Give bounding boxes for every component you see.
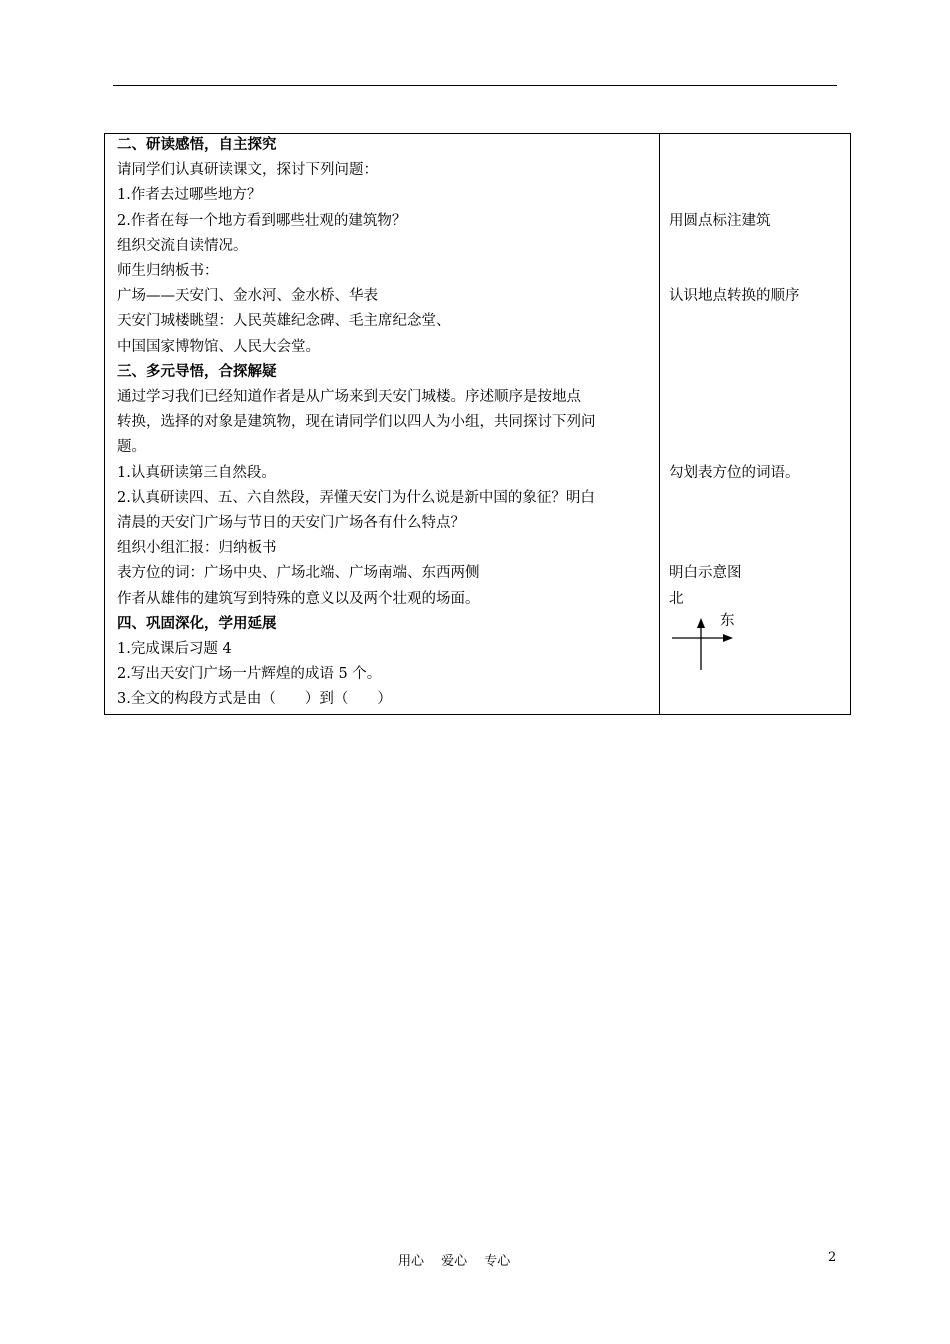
section-heading: 四、巩固深化，学用延展 <box>117 614 277 632</box>
body-line: 中国国家博物馆、人民大会堂。 <box>117 338 320 355</box>
body-line: 广场——天安门、金水河、金水桥、华表 <box>117 288 378 305</box>
body-line: 3.全文的构段方式是由（ ）到（ ） <box>117 691 392 708</box>
lesson-table <box>104 133 851 715</box>
east-arrow-head <box>723 634 733 642</box>
header-rule <box>113 85 837 86</box>
compass-diagram <box>667 608 747 678</box>
body-line: 请同学们认真研读课文，探讨下列问题： <box>117 162 378 179</box>
section-heading: 三、多元导悟，合探解疑 <box>117 362 277 380</box>
north-arrow-head <box>697 618 705 628</box>
body-line: 1.作者去过哪些地方？ <box>117 187 262 204</box>
body-line: 清晨的天安门广场与节日的天安门广场各有什么特点？ <box>117 515 465 531</box>
column-divider <box>659 134 660 714</box>
body-line: 作者从雄伟的建筑写到特殊的意义以及两个壮观的场面。 <box>117 590 480 607</box>
body-line: 1.认真研读第三自然段。 <box>117 464 276 481</box>
body-line: 组织交流自读情况。 <box>117 237 248 254</box>
body-line: 2.作者在每一个地方看到哪些壮观的建筑物？ <box>117 212 407 229</box>
side-note: 明白示意图 <box>669 565 742 582</box>
east-label: 东 <box>720 613 735 629</box>
body-line: 2.写出天安门广场一片辉煌的成语 5 个。 <box>117 666 382 683</box>
body-line: 通过学习我们已经知道作者是从广场来到天安门城楼。序述顺序是按地点 <box>117 389 581 405</box>
body-line: 天安门城楼眺望：人民英雄纪念碑、毛主席纪念堂、 <box>117 313 451 330</box>
body-line: 转换，选择的对象是建筑物，现在请同学们以四人为小组，共同探讨下列问 <box>117 414 596 431</box>
side-note: 北 <box>669 590 684 607</box>
body-line: 表方位的词：广场中央、广场北端、广场南端、东西两侧 <box>117 565 480 582</box>
body-line: 师生归纳板书： <box>117 263 219 279</box>
side-note: 用圆点标注建筑 <box>669 212 771 229</box>
body-line: 题。 <box>117 439 146 456</box>
section-heading: 二、研读感悟，自主探究 <box>117 136 277 153</box>
body-line: 2.认真研读四、五、六自然段，弄懂天安门为什么说是新中国的象征？明白 <box>117 489 595 506</box>
body-line: 1.完成课后习题 4 <box>117 641 232 657</box>
page-number: 2 <box>828 1250 837 1265</box>
footer-motto: 用心 爱心 专心 <box>398 1254 511 1269</box>
body-line: 组织小组汇报：归纳板书 <box>117 540 277 557</box>
side-note: 勾划表方位的词语。 <box>669 464 800 481</box>
side-note: 认识地点转换的顺序 <box>669 288 800 305</box>
